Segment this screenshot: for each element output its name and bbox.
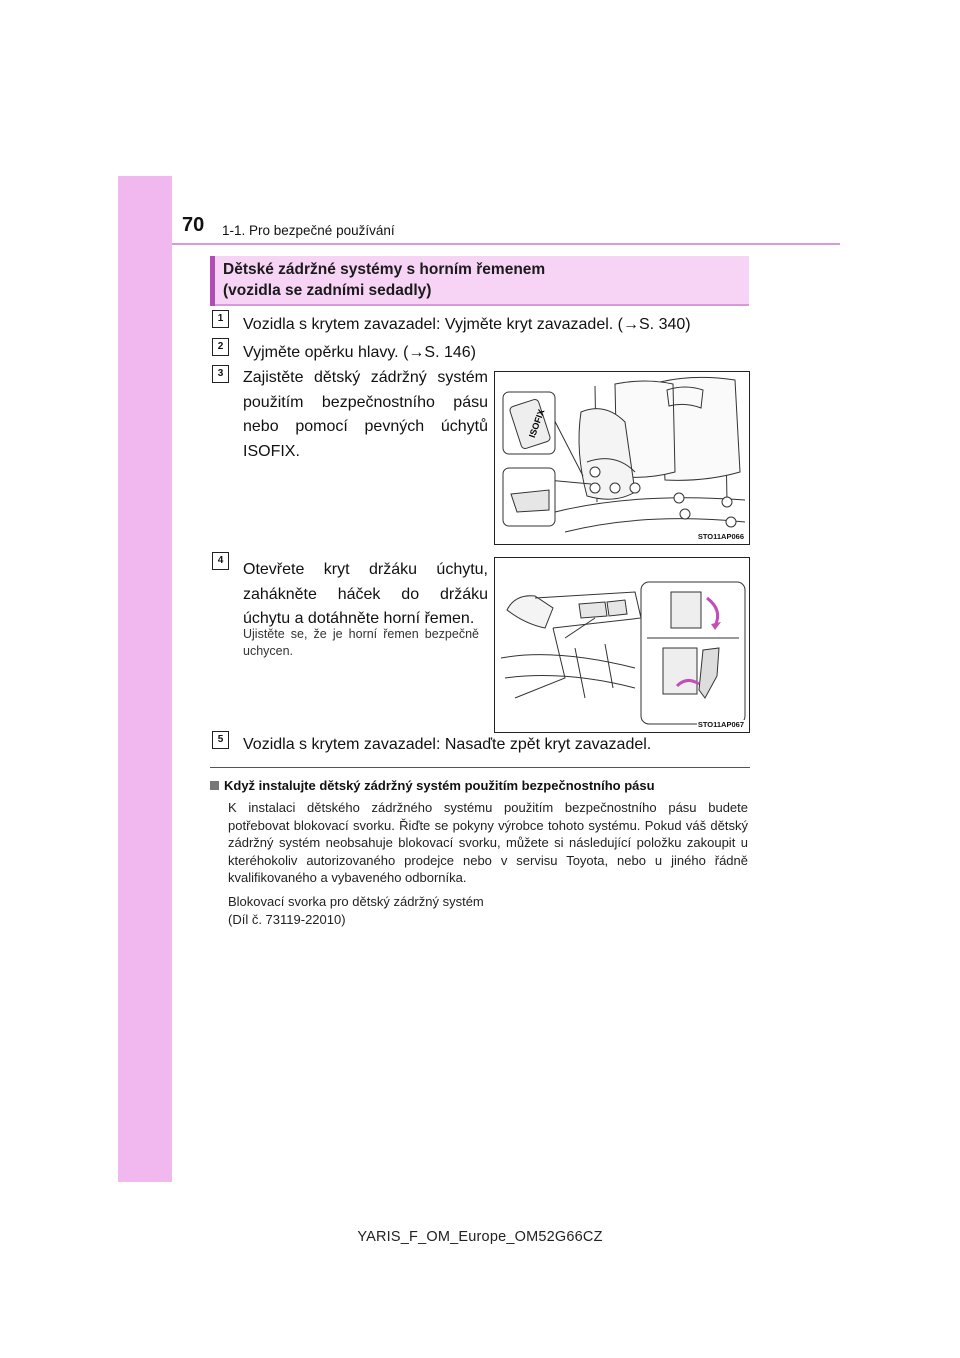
step-text-2: Vyjměte opěrku hlavy. (→S. 146) (243, 344, 476, 361)
step-text-4: Otevřete kryt držáku úchytu, zahákněte háček do držáku úchytu a dotáhněte horní řemen. (243, 561, 488, 627)
footer-document-id: YARIS_F_OM_Europe_OM52G66CZ (357, 1229, 603, 1245)
step-number-3: 3 (212, 365, 229, 383)
square-bullet-icon (210, 781, 219, 790)
figure-code-2: STO11AP067 (697, 720, 744, 729)
heading-text (223, 259, 545, 301)
figure-code-1: STO11AP066 (697, 532, 744, 541)
step-number-2: 2 (212, 338, 229, 356)
figure-isofix-seat (494, 371, 750, 545)
page-number: 70 (182, 214, 205, 236)
header-rule (172, 243, 840, 245)
side-tab-strip (118, 176, 172, 1182)
step-text-5: Vozidla s krytem zavazadel: Nasaďte zpět kryt zavazadel. (243, 736, 652, 753)
figure-top-tether (494, 557, 750, 733)
section-title: 1-1. Pro bezpečné používání (222, 223, 395, 238)
note-body: K instalaci dětského zádržného systému použitím bezpečnostního pásu budete potřebovat blokovací svorku. Řiďte se pokyny výrobce tohoto systému. Pokud váš dětský zádržný systém neobsahuje blokovací svorku, můžete si následující položku zakoupit u kteréhokoliv autorizovaného prodejce nebo v servisu Toyota, nebo u jiného řádně kvalifikovaného a vybaveného odborníka. (228, 800, 748, 886)
isofix-label: ISOFIX (526, 407, 547, 440)
heading-accent-bar (210, 256, 215, 306)
note-part-info (228, 893, 748, 928)
note-title-text: Když instalujte dětský zádržný systém použitím bezpečnostního pásu (224, 778, 655, 793)
step-number-5: 5 (212, 731, 229, 749)
step-number-4: 4 (212, 552, 229, 570)
step-text-3: Zajistěte dětský zádržný systém použitím bezpečnostního pásu nebo pomocí pevných úchytů ISOFIX. (243, 369, 488, 460)
section-divider (210, 767, 750, 768)
step-text-1: Vozidla s krytem zavazadel: Vyjměte kryt zavazadel. (→S. 340) (243, 316, 691, 333)
heading-line-2: (vozidla se zadními sedadly) (223, 282, 432, 299)
step-note-4: Ujistěte se, že je horní řemen bezpečně uchycen. (243, 627, 479, 658)
note-item-line-1: Blokovací svorka pro dětský zádržný systém (228, 894, 484, 909)
step-number-1: 1 (212, 310, 229, 328)
heading-line-1: Dětské zádržné systémy s horním řemenem (223, 261, 546, 278)
seat-isofix-illustration (495, 372, 749, 544)
top-tether-illustration (495, 558, 749, 732)
subsection-heading (210, 256, 749, 306)
note-item-line-2: (Díl č. 73119-22010) (228, 911, 346, 927)
note-title (210, 778, 655, 793)
